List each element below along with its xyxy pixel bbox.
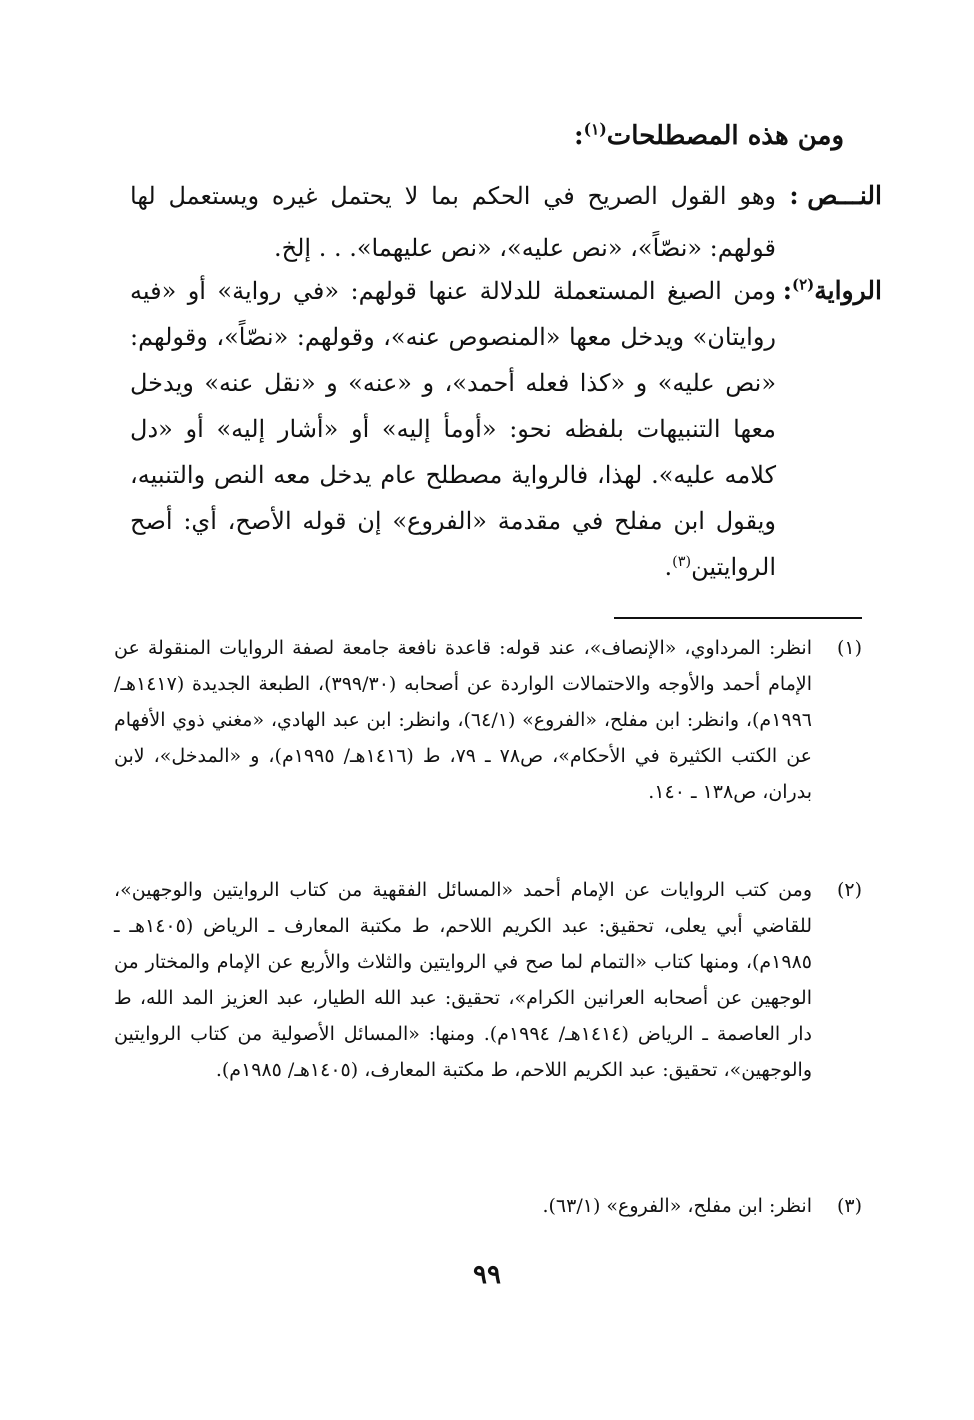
- term-riwaya: [130, 268, 882, 590]
- page-number: ٩٩: [473, 1260, 501, 1290]
- section-intro: [130, 114, 844, 158]
- footnote-number: (١): [836, 637, 862, 659]
- footnote-ref-2[interactable]: (٢): [791, 275, 815, 294]
- footnote-number: (٣): [836, 1195, 862, 1217]
- term-definition-end: .: [664, 553, 673, 581]
- term-label: [782, 268, 882, 314]
- footnote-1: [114, 630, 862, 810]
- intro-text: ومن هذه المصطلحات: [606, 121, 844, 151]
- footnote-number: (٢): [836, 879, 862, 901]
- intro-colon: :: [574, 121, 584, 151]
- term-label-colon: :: [782, 276, 792, 305]
- footnote-2: [114, 872, 862, 1088]
- footnote-ref-3[interactable]: (٣): [672, 554, 692, 570]
- footnote-ref-1[interactable]: (١): [583, 119, 607, 139]
- term-nass: [130, 170, 882, 274]
- term-label: النـــص :: [789, 181, 882, 210]
- term-definition: [130, 268, 776, 590]
- term-definition-text: ومن الصيغ المستعملة للدلالة عنها قولهم: «في رواية» أو «فيه روايتان» ويدخل معها «المنصوص عنه»، وقولهم: «نصّاً»، وقولهم: «نص عليه» و «كذا فعله أحمد»، و «عنه» و «نقل عنه» ويدخل معها التنبيهات بلفظه نحو: «أومأ إليه» أو «أشار إليه» أو «دل كلامه عليه». لهذا، فالرواية مصطلح عام يدخل معه النص والتنبيه، ويقول ابن مفلح في مقدمة «الفروع» إن قوله الأصح، أي: أصح الروايتين: [130, 277, 777, 581]
- term-definition: وهو القول الصريح في الحكم بما لا يحتمل غيره ويستعمل لها قولهم: «نصّاً»، «نص عليه»، «نص عليهما». . . إلخ.: [130, 182, 776, 262]
- footnote-text: ومن كتب الروايات عن الإمام أحمد «المسائل الفقهية من كتاب الروايتين والوجهين»، للقاضي أبي يعلى، تحقيق: عبد الكريم اللاحم، ط مكتبة المعارف ـ الرياض (١٤٠٥هـ ـ ١٩٨٥م)، ومنها كتاب «التمام لما صح في الروايتين والثلاث والأربع عن الإمام والمختار من الوجهين عن أصحابه العرانين الكرام»، تحقيق: عبد الله الطيار، عبد العزيز المد الله، ط دار العاصمة ـ الرياض (١٤١٤هـ/ ١٩٩٤م). ومنها: «المسائل الأصولية من كتاب الروايتين والوجهين»، تحقيق: عبد الكريم اللاحم، ط مكتبة المعارف، (١٤٠٥هـ/ ١٩٨٥م).: [114, 879, 813, 1081]
- term-label-text: الرواية: [814, 276, 882, 305]
- footnote-text: انظر: ابن مفلح، «الفروع» (٦٣/١).: [542, 1195, 812, 1217]
- footnote-separator: [614, 617, 862, 619]
- footnote-text: انظر: المرداوي، «الإنصاف»، عند قوله: قاعدة نافعة جامعة لصفة الروايات المنقولة عن الإمام أحمد والأوجه والاحتمالات الواردة عن أصحابه (٣٩٩/٣٠)، الطبعة الجديدة (١٤١٧هـ/١٩٩٦م)، وانظر: ابن مفلح، «الفروع» (٦٤/١)، وانظر: ابن عبد الهادي، «مغني ذوي الأفهام عن الكتب الكثيرة في الأحكام»، ص٧٨ ـ ٧٩، ط (١٤١٦هـ/ ١٩٩٥م)، و «المدخل»، لابن بدران، ص١٣٨ ـ ١٤٠.: [114, 637, 813, 803]
- footnote-3: [114, 1188, 862, 1224]
